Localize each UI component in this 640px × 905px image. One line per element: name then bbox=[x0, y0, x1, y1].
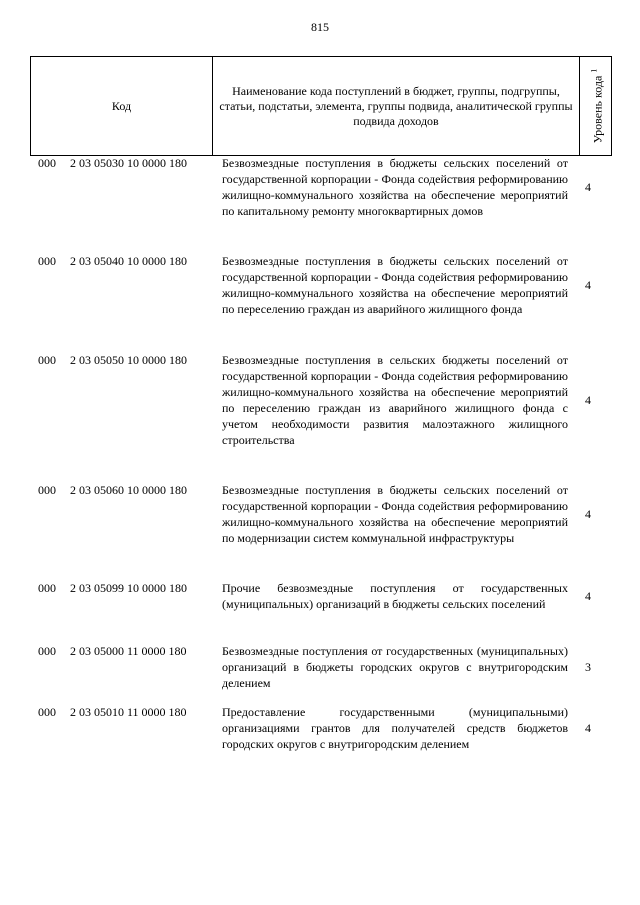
table-row bbox=[30, 580, 608, 612]
page-number: 815 bbox=[311, 20, 329, 34]
table-row bbox=[30, 482, 608, 546]
row-code: 2 03 05060 10 0000 180 bbox=[70, 483, 187, 497]
row-level: 4 bbox=[585, 721, 591, 735]
row-name: Безвозмездные поступления в бюджеты сельских поселений от государственной корпорации - Фонда содействия реформированию жилищно-коммунального хозяйства на обеспечение мероприятий по модернизации систем коммунальной инфраструктуры bbox=[222, 483, 568, 545]
row-name: Предоставление государственными (муниципальными) организациями грантов для получателей средств бюджетов городских округов с внутригородским делением bbox=[222, 705, 568, 751]
row-level: 4 bbox=[585, 507, 591, 521]
row-level: 4 bbox=[585, 589, 591, 603]
row-admin-code: 000 bbox=[38, 644, 56, 658]
header-level-label bbox=[586, 69, 605, 144]
table-row bbox=[30, 704, 608, 752]
row-admin-code: 000 bbox=[38, 581, 56, 595]
table-row bbox=[30, 643, 608, 691]
header-code: Код bbox=[31, 57, 213, 156]
row-name: Безвозмездные поступления в бюджеты сельских поселений от государственной корпорации - Фонда содействия реформированию жилищно-коммунального хозяйства на обеспечение мероприятий по капитальному ремонту многоквартирных домов bbox=[222, 156, 568, 218]
row-admin-code: 000 bbox=[38, 254, 56, 268]
table-row bbox=[30, 352, 608, 448]
header-name bbox=[213, 57, 580, 156]
table-header bbox=[30, 56, 612, 156]
table-row bbox=[30, 253, 608, 317]
row-level: 4 bbox=[585, 180, 591, 194]
row-code: 2 03 05040 10 0000 180 bbox=[70, 254, 187, 268]
row-admin-code: 000 bbox=[38, 483, 56, 497]
header-level bbox=[580, 57, 612, 156]
header-name-text: Наименование кода поступлений в бюджет, группы, подгруппы, статьи, подстатьи, элемента, группы подвида, аналитической группы подвида доходов bbox=[219, 83, 573, 128]
row-admin-code: 000 bbox=[38, 353, 56, 367]
row-level: 4 bbox=[585, 278, 591, 292]
row-code: 2 03 05010 11 0000 180 bbox=[70, 705, 187, 719]
row-admin-code: 000 bbox=[38, 705, 56, 719]
row-code: 2 03 05050 10 0000 180 bbox=[70, 353, 187, 367]
row-level: 4 bbox=[585, 393, 591, 407]
row-code: 2 03 05000 11 0000 180 bbox=[70, 644, 187, 658]
table-row bbox=[30, 155, 608, 219]
header-level-footnote: 1 bbox=[589, 68, 598, 73]
row-name: Безвозмездные поступления в бюджеты сельских поселений от государственной корпорации - Фонда содействия реформированию жилищно-коммунального хозяйства на обеспечение мероприятий по переселению граждан из аварийного жилищного фонда bbox=[222, 254, 568, 316]
row-name: Безвозмездные поступления в сельских бюджеты поселений от государственной корпорации - Фонда содействия реформированию жилищно-коммунального хозяйства на обеспечение мероприятий по переселению граждан из аварийного жилищного фонда с учетом необходимости развития малоэтажного жилищного строительства bbox=[222, 353, 568, 447]
row-name: Прочие безвозмездные поступления от государственных (муниципальных) организаций в бюджеты сельских поселений bbox=[222, 581, 568, 611]
header-level-text: Уровень кода bbox=[590, 75, 604, 144]
row-name: Безвозмездные поступления от государственных (муниципальных) организаций в бюджеты городских округов с внутригородским делением bbox=[222, 644, 568, 690]
row-code: 2 03 05099 10 0000 180 bbox=[70, 581, 187, 595]
row-admin-code: 000 bbox=[38, 156, 56, 170]
row-code: 2 03 05030 10 0000 180 bbox=[70, 156, 187, 170]
row-level: 3 bbox=[585, 660, 591, 674]
